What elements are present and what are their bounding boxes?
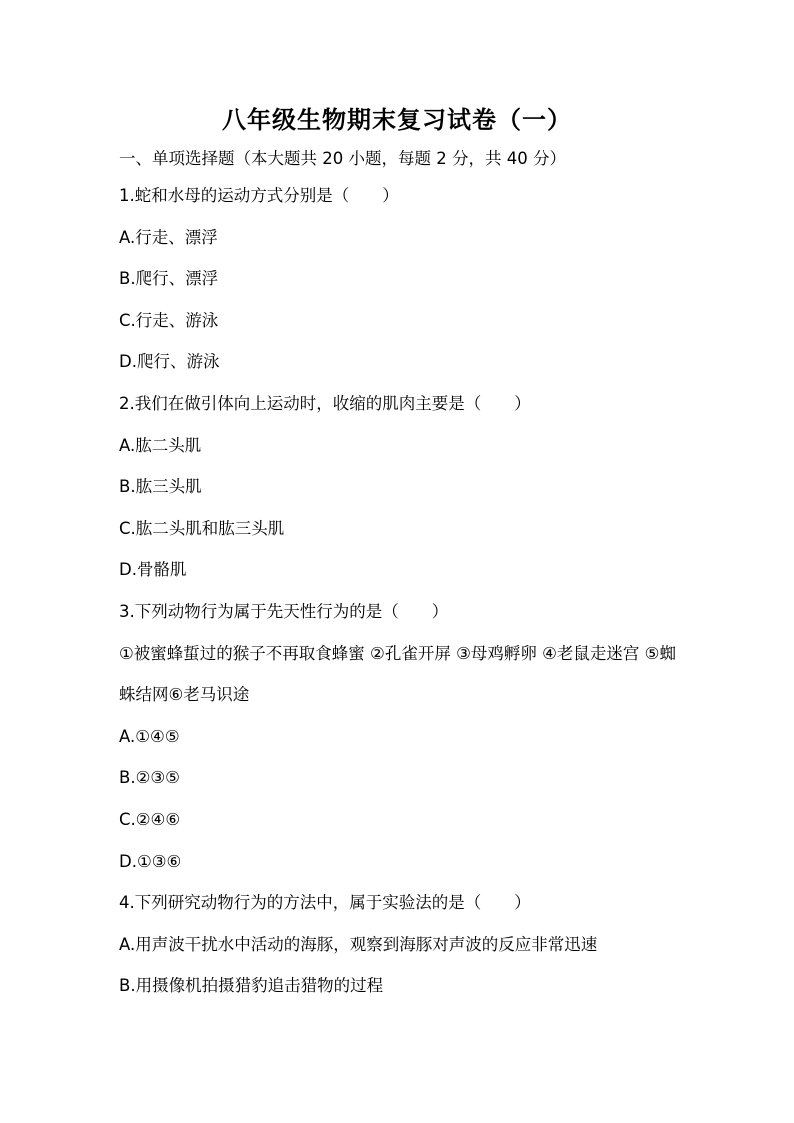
- option-d: D.骨骼肌: [119, 560, 187, 580]
- option-a: A.肱二头肌: [119, 435, 202, 455]
- question-stem: 3.下列动物行为属于先天性行为的是（ ）: [119, 601, 449, 621]
- question-stem: 4.下列研究动物行为的方法中，属于实验法的是（ ）: [119, 893, 531, 913]
- option-d: D.爬行、游泳: [119, 352, 220, 372]
- question-body: ①被蜜蜂蜇过的猴子不再取食蜂蜜 ②孔雀开屏 ③母鸡孵卵 ④老鼠走迷宫 ⑤蜘蛛结网⑥老马识途: [119, 643, 676, 705]
- question-4: [119, 882, 689, 1007]
- option-c: C.行走、游泳: [119, 310, 219, 330]
- option-a: A.行走、漂浮: [119, 227, 218, 247]
- option-b: B.用摄像机拍摄猎豹追击猎物的过程: [119, 976, 384, 996]
- option-b: B.肱三头肌: [119, 477, 202, 497]
- section-header: 一、单项选择题（本大题共 20 小题，每题 2 分，共 40 分）: [119, 149, 566, 168]
- question-3: [119, 591, 689, 882]
- option-c: C.②④⑥: [119, 809, 181, 829]
- option-a: A.①④⑤: [119, 726, 180, 746]
- question-stem: 1.蛇和水母的运动方式分别是（ ）: [119, 186, 399, 205]
- option-b: B.爬行、漂浮: [119, 269, 219, 289]
- option-a: A.用声波干扰水中活动的海豚，观察到海豚对声波的反应非常迅速: [119, 934, 598, 954]
- option-b: B.②③⑤: [119, 768, 180, 788]
- question-2: [119, 383, 689, 591]
- exam-title: 八年级生物期末复习试卷（一）: [222, 105, 572, 134]
- question-1: [119, 175, 689, 383]
- question-stem: 2.我们在做引体向上运动时，收缩的肌肉主要是（ ）: [119, 393, 531, 413]
- option-d: D.①③⑥: [119, 851, 182, 871]
- exam-content: [119, 142, 689, 1007]
- option-c: C.肱二头肌和肱三头肌: [119, 518, 285, 538]
